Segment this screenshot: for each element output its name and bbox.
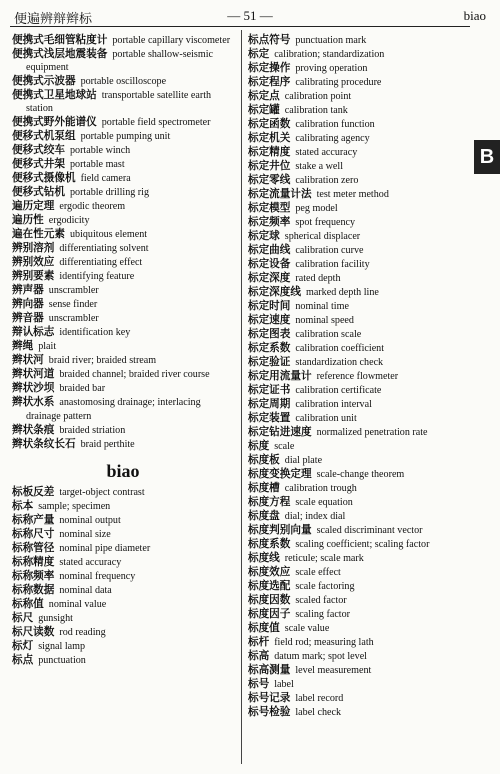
entry-headword: 标定图表 (248, 328, 291, 340)
entry-headword: 标称尺寸 (12, 528, 55, 541)
entry-headword: 标度因数 (248, 594, 291, 606)
dictionary-entry (248, 230, 470, 243)
dictionary-entry (248, 146, 470, 159)
dictionary-entry (12, 438, 234, 451)
dictionary-entry (248, 216, 470, 229)
entry-headword: 标号 (248, 678, 270, 690)
entry-headword: 标点 (12, 654, 34, 667)
entry-headword: 标度槽 (248, 482, 280, 494)
dictionary-entry (12, 612, 234, 625)
entry-headword: 标号记录 (248, 692, 291, 704)
entry-translation: unscrambler (48, 285, 99, 297)
dictionary-entry (12, 598, 234, 611)
dictionary-entry (12, 158, 234, 171)
dictionary-entry (248, 244, 470, 257)
dictionary-entry (248, 384, 470, 397)
entry-headword: 遍历性 (12, 214, 44, 227)
dictionary-entry (12, 116, 234, 129)
dictionary-entry (248, 90, 470, 103)
dictionary-entry (248, 328, 470, 341)
dictionary-entry (12, 270, 234, 283)
left-entry-list-2 (12, 486, 234, 667)
entry-headword: 标本 (12, 500, 34, 513)
entry-translation: target-object contrast (59, 487, 145, 499)
entry-translation: ergodicity (48, 215, 90, 227)
entry-translation: braided striation (59, 424, 126, 436)
entry-headword: 标度值 (248, 622, 280, 634)
dictionary-entry (248, 594, 470, 607)
dictionary-entry (248, 650, 470, 663)
entry-headword: 标高测量 (248, 664, 291, 676)
right-entry-list (248, 34, 470, 719)
entry-headword: 标度系数 (248, 538, 291, 550)
dictionary-entry (248, 258, 470, 271)
header-pinyin: biao (463, 8, 486, 23)
dictionary-entry (248, 104, 470, 117)
dictionary-entry (248, 34, 470, 47)
entry-translation: transportable satellite earth station (26, 90, 212, 115)
entry-headword: 便移式摄像机 (12, 172, 76, 185)
entry-headword: 标度线 (248, 552, 280, 564)
dictionary-entry (248, 482, 470, 495)
entry-translation: scale (274, 441, 295, 452)
dictionary-entry (12, 326, 234, 339)
entry-headword: 便移式机泵组 (12, 130, 76, 143)
entry-translation: scaling coefficient; scaling factor (295, 539, 430, 550)
entry-headword: 辩认标志 (12, 326, 55, 339)
entry-headword: 标定曲线 (248, 244, 291, 256)
page-number: — 51 — (227, 8, 273, 23)
entry-headword: 标定零线 (248, 174, 291, 186)
dictionary-entry (248, 608, 470, 621)
dictionary-entry (248, 398, 470, 411)
entry-headword: 标定装置 (248, 412, 291, 424)
dictionary-entry (12, 542, 234, 555)
dictionary-entry (248, 188, 470, 201)
entry-headword: 便携式毛细管粘度计 (12, 34, 108, 46)
dictionary-entry (248, 48, 470, 61)
entry-headword: 标尺 (12, 612, 34, 625)
dictionary-entry (12, 200, 234, 213)
entry-headword: 标定时间 (248, 300, 291, 312)
entry-headword: 便携式野外能谱仪 (12, 116, 97, 129)
entry-translation: portable mast (69, 159, 125, 171)
dictionary-entry (248, 272, 470, 285)
dictionary-entry (12, 228, 234, 241)
right-column (248, 34, 470, 720)
entry-headword: 标号检验 (248, 706, 291, 718)
entry-headword: 标定 (248, 48, 270, 60)
header-rule (10, 26, 470, 27)
entry-headword: 标定频率 (248, 216, 291, 228)
entry-translation: punctuation mark (295, 35, 367, 46)
entry-headword: 标定操作 (248, 62, 291, 74)
entry-translation: portable capillary viscometer (112, 35, 231, 46)
entry-headword: 标定周期 (248, 398, 291, 410)
dictionary-entry (12, 186, 234, 199)
entry-translation: unscrambler (48, 313, 99, 325)
dictionary-entry (12, 500, 234, 513)
entry-headword: 标定流量计法 (248, 188, 312, 200)
dictionary-entry (248, 160, 470, 173)
entry-translation: test meter method (316, 189, 389, 200)
entry-headword: 辨向器 (12, 298, 44, 311)
header-entry-range: 便遍辨辩辫标 (14, 11, 93, 26)
entry-translation: stake a well (295, 161, 344, 172)
entry-headword: 标定罐 (248, 104, 280, 116)
entry-headword: 辨别溶剂 (12, 242, 55, 255)
entry-headword: 标度板 (248, 454, 280, 466)
entry-translation: calibration; standardization (274, 49, 385, 60)
entry-translation: label record (295, 693, 344, 704)
entry-translation: label (274, 679, 294, 690)
dictionary-entry (248, 118, 470, 131)
entry-translation: calibration trough (284, 483, 357, 494)
entry-translation: calibrating procedure (295, 77, 382, 88)
dictionary-entry (12, 486, 234, 499)
dictionary-entry (12, 298, 234, 311)
dictionary-entry (12, 214, 234, 227)
dictionary-entry (248, 314, 470, 327)
entry-translation: ergodic theorem (59, 201, 126, 213)
dictionary-entry (12, 89, 234, 115)
entry-translation: braided channel; braided river course (59, 369, 210, 381)
dictionary-entry (248, 496, 470, 509)
dictionary-entry (248, 286, 470, 299)
entry-translation: nominal data (59, 585, 112, 597)
entry-translation: stated accuracy (295, 147, 358, 158)
entry-translation: calibration point (284, 91, 352, 102)
entry-headword: 辫状沙坝 (12, 382, 55, 395)
entry-headword: 标板反差 (12, 486, 55, 499)
entry-translation: differentiating effect (59, 257, 143, 269)
dictionary-entry (12, 570, 234, 583)
entry-headword: 标称频率 (12, 570, 55, 583)
dictionary-entry (248, 706, 470, 719)
dictionary-entry (248, 552, 470, 565)
entry-headword: 标称产量 (12, 514, 55, 527)
dictionary-entry (248, 62, 470, 75)
entry-headword: 标定速度 (248, 314, 291, 326)
dictionary-entry (248, 622, 470, 635)
dictionary-entry (248, 426, 470, 439)
entry-translation: level measurement (295, 665, 372, 676)
entry-translation: sense finder (48, 299, 98, 311)
dictionary-entry (248, 510, 470, 523)
entry-headword: 标称数据 (12, 584, 55, 597)
entry-translation: scale equation (295, 497, 353, 508)
entry-translation: spherical displacer (284, 231, 361, 242)
entry-headword: 标称精度 (12, 556, 55, 569)
left-entry-list (12, 34, 234, 451)
entry-headword: 标尺读数 (12, 626, 55, 639)
entry-headword: 辫状河道 (12, 368, 55, 381)
dictionary-entry (248, 202, 470, 215)
entry-headword: 标灯 (12, 640, 34, 653)
entry-translation: scale factoring (295, 581, 355, 592)
dictionary-entry (248, 342, 470, 355)
entry-headword: 标度方程 (248, 496, 291, 508)
entry-translation: scaled discriminant vector (316, 525, 423, 536)
entry-translation: portable winch (69, 145, 131, 157)
entry-translation: differentiating solvent (59, 243, 149, 255)
entry-translation: braided bar (59, 383, 106, 395)
entry-headword: 便携式卫星地球站 (12, 89, 97, 102)
dictionary-entry (12, 75, 234, 88)
dictionary-entry (248, 454, 470, 467)
dictionary-entry (12, 514, 234, 527)
dictionary-entry (248, 580, 470, 593)
entry-translation: dial; index dial (284, 511, 346, 522)
dictionary-entry (12, 528, 234, 541)
entry-translation: portable field spectrometer (101, 117, 211, 129)
entry-headword: 便携式浅层地震装备 (12, 48, 108, 60)
dictionary-entry (248, 174, 470, 187)
entry-headword: 便移式绞车 (12, 144, 65, 157)
entry-translation: calibration interval (295, 399, 372, 410)
entry-translation: calibration facility (295, 259, 370, 270)
entry-translation: nominal value (48, 599, 107, 611)
entry-translation: datum mark; spot level (274, 651, 367, 662)
dictionary-entry (248, 440, 470, 453)
entry-translation: marked depth line (305, 287, 379, 298)
entry-translation: ubiquitous element (69, 229, 148, 241)
entry-translation: identification key (59, 327, 131, 339)
dictionary-entry (12, 584, 234, 597)
entry-headword: 标称值 (12, 598, 44, 611)
entry-headword: 辫状河 (12, 354, 44, 367)
dictionary-entry (12, 396, 234, 422)
entry-translation: label check (295, 707, 342, 718)
entry-translation: stated accuracy (59, 557, 122, 569)
dictionary-entry (12, 556, 234, 569)
entry-translation: nominal speed (295, 315, 354, 326)
entry-translation: calibration curve (295, 245, 364, 256)
dictionary-entry (248, 132, 470, 145)
dictionary-entry (248, 566, 470, 579)
entry-headword: 辫绳 (12, 340, 34, 353)
entry-translation: calibration unit (295, 413, 357, 424)
dictionary-entry (248, 370, 470, 383)
section-heading: biao (106, 460, 140, 481)
entry-headword: 标定模型 (248, 202, 291, 214)
dictionary-entry (12, 312, 234, 325)
entry-translation: nominal output (59, 515, 121, 527)
entry-translation: signal lamp (38, 641, 86, 653)
entry-translation: reticule; scale mark (284, 553, 364, 564)
entry-translation: calibration function (295, 119, 375, 130)
entry-translation: scale value (284, 623, 330, 634)
entry-translation: calibration certificate (295, 385, 382, 396)
dictionary-entry (12, 172, 234, 185)
entry-translation: portable shallow-seismic equipment (26, 49, 213, 74)
entry-headword: 标度判别向量 (248, 524, 312, 536)
dictionary-entry (12, 144, 234, 157)
entry-translation: punctuation (38, 655, 86, 667)
entry-headword: 遍在性元素 (12, 228, 65, 241)
dictionary-entry (248, 692, 470, 705)
entry-headword: 辫状条痕 (12, 423, 55, 436)
entry-headword: 标定证书 (248, 384, 291, 396)
entry-translation: rod reading (59, 627, 106, 639)
dictionary-entry (12, 242, 234, 255)
dictionary-entry (248, 538, 470, 551)
entry-translation: standardization check (295, 357, 384, 368)
dictionary-entry (248, 524, 470, 537)
entry-translation: gunsight (38, 613, 73, 625)
entry-translation: dial plate (284, 455, 323, 466)
dictionary-entry (248, 664, 470, 677)
dictionary-entry (12, 424, 234, 437)
entry-headword: 标定球 (248, 230, 280, 242)
dictionary-entry (12, 654, 234, 667)
entry-headword: 辫状水系 (12, 396, 55, 409)
entry-headword: 便移式钻机 (12, 186, 65, 199)
entry-headword: 遍历定理 (12, 200, 55, 213)
entry-translation: portable pumping unit (80, 131, 171, 143)
entry-translation: scaling factor (295, 609, 351, 620)
entry-translation: portable drilling rig (69, 187, 150, 199)
entry-translation: scale-change theorem (316, 469, 405, 480)
entry-translation: field camera (80, 173, 131, 185)
entry-headword: 辨声器 (12, 284, 44, 297)
entry-headword: 标定井位 (248, 160, 291, 172)
dictionary-entry (248, 468, 470, 481)
dictionary-entry (12, 130, 234, 143)
entry-headword: 标定深度线 (248, 286, 301, 298)
entry-headword: 标定设备 (248, 258, 291, 270)
entry-translation: nominal size (59, 529, 111, 541)
entry-translation: sample; specimen (38, 501, 111, 513)
entry-translation: field rod; measuring lath (274, 637, 374, 648)
entry-headword: 标定系数 (248, 342, 291, 354)
dictionary-entry (12, 340, 234, 353)
dictionary-entry (12, 284, 234, 297)
entry-headword: 标定验证 (248, 356, 291, 368)
entry-headword: 辨别要素 (12, 270, 55, 283)
entry-headword: 标定机关 (248, 132, 291, 144)
entry-translation: calibrating agency (295, 133, 370, 144)
dictionary-entry (12, 48, 234, 74)
dictionary-entry (12, 34, 234, 47)
entry-translation: nominal pipe diameter (59, 543, 151, 555)
dictionary-entry (248, 412, 470, 425)
entry-headword: 标度选配 (248, 580, 291, 592)
entry-headword: 标度盘 (248, 510, 280, 522)
dictionary-entry (12, 368, 234, 381)
entry-headword: 标定深度 (248, 272, 291, 284)
dictionary-entry (12, 256, 234, 269)
entry-headword: 标点符号 (248, 34, 291, 46)
entry-translation: scale effect (295, 567, 341, 578)
entry-translation: calibration coefficient (295, 343, 385, 354)
left-column (12, 34, 234, 668)
entry-translation: nominal frequency (59, 571, 136, 583)
dictionary-entry (248, 76, 470, 89)
entry-translation: reference flowmeter (316, 371, 399, 382)
column-divider (241, 30, 242, 764)
entry-translation: normalized penetration rate (316, 427, 428, 438)
dictionary-entry (12, 640, 234, 653)
entry-translation: nominal time (295, 301, 349, 312)
entry-translation: scaled factor (295, 595, 347, 606)
entry-headword: 标定精度 (248, 146, 291, 158)
entry-headword: 标度变换定理 (248, 468, 312, 480)
entry-translation: portable oscilloscope (80, 76, 167, 88)
entry-headword: 辨别效应 (12, 256, 55, 269)
entry-translation: peg model (295, 203, 338, 214)
entry-headword: 标定用流量计 (248, 370, 312, 382)
thumb-index-tab: B (474, 140, 500, 174)
entry-headword: 辫状条纹长石 (12, 437, 76, 450)
entry-translation: identifying feature (59, 271, 135, 283)
dictionary-entry (248, 636, 470, 649)
entry-headword: 标定函数 (248, 118, 291, 130)
dictionary-entry (248, 678, 470, 691)
entry-headword: 标定程序 (248, 76, 291, 88)
entry-headword: 标定钻进速度 (248, 426, 312, 438)
entry-headword: 标杆 (248, 636, 270, 648)
dictionary-entry (12, 354, 234, 367)
dictionary-entry (248, 356, 470, 369)
entry-headword: 标高 (248, 650, 270, 662)
entry-translation: plait (38, 341, 57, 353)
entry-translation: proving operation (295, 63, 368, 74)
entry-headword: 辨音器 (12, 312, 44, 325)
entry-translation: anastomosing drainage; interlacing drainage pattern (26, 397, 201, 422)
entry-translation: spot frequency (295, 217, 356, 228)
entry-translation: braid river; braided stream (48, 355, 157, 367)
dictionary-entry (12, 382, 234, 395)
entry-translation: calibration zero (295, 175, 359, 186)
dictionary-entry (248, 300, 470, 313)
entry-headword: 标定点 (248, 90, 280, 102)
entry-translation: rated depth (295, 273, 341, 284)
entry-translation: braid perthite (80, 438, 135, 450)
entry-translation: calibration tank (284, 105, 348, 116)
entry-headword: 标度因子 (248, 608, 291, 620)
entry-headword: 便移式井架 (12, 158, 65, 171)
entry-headword: 便携式示波器 (12, 75, 76, 88)
dictionary-entry (12, 626, 234, 639)
entry-translation: calibration scale (295, 329, 362, 340)
entry-headword: 标度效应 (248, 566, 291, 578)
entry-headword: 标度 (248, 440, 270, 452)
entry-headword: 标称管径 (12, 542, 55, 555)
